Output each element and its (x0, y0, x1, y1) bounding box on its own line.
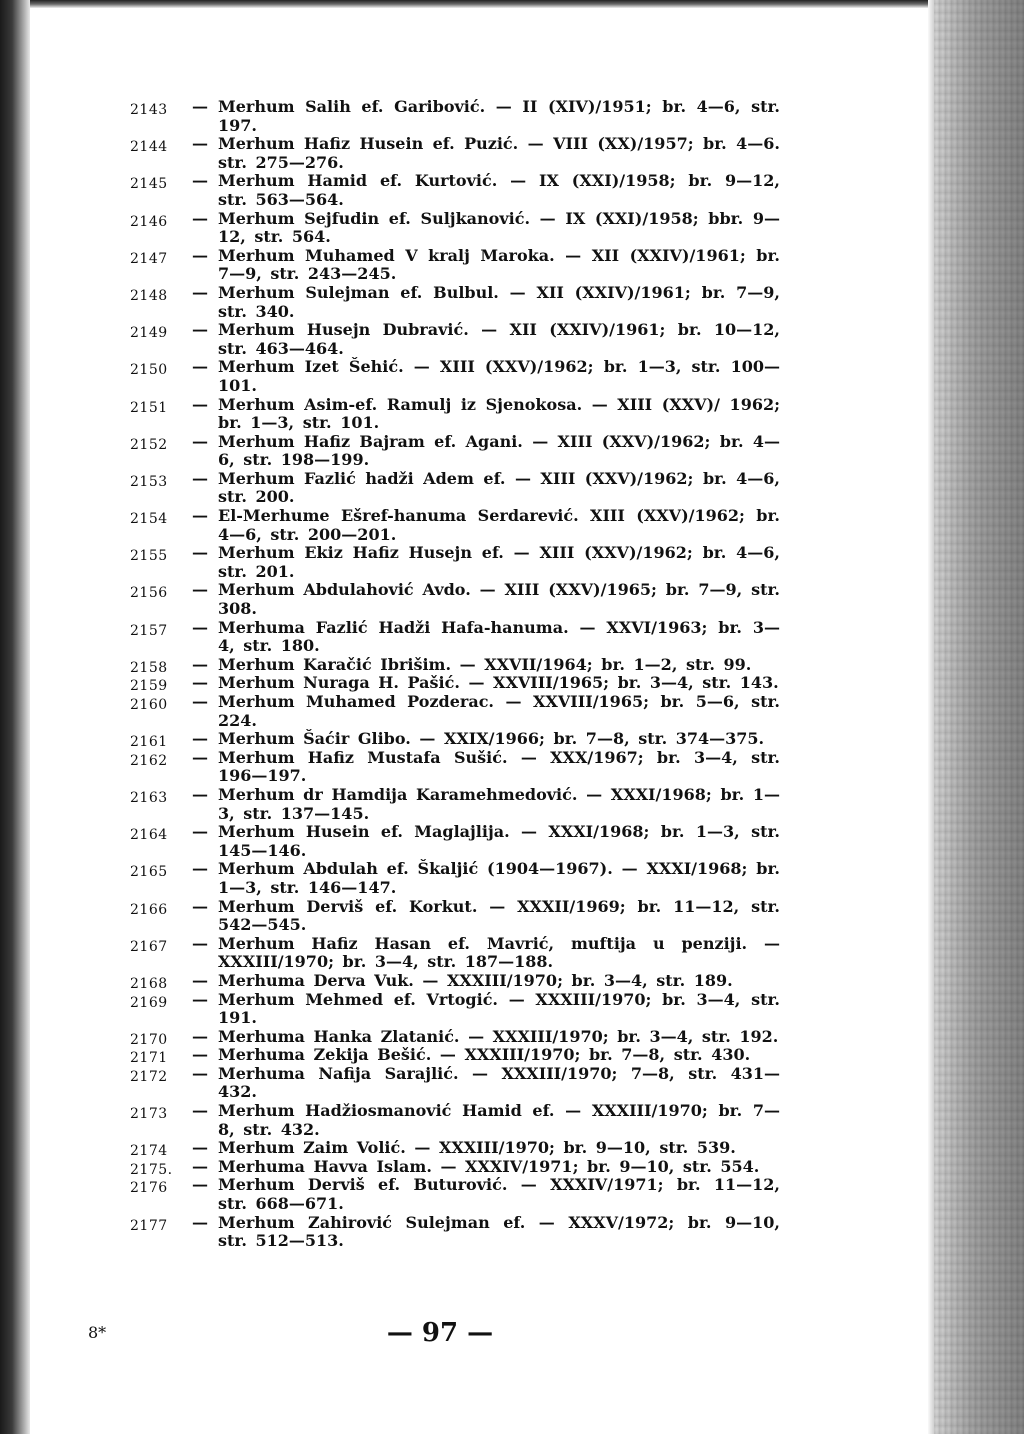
entry-text: Merhum dr Hamdija Karamehmedović. — XXXI/1968; br. 1—3, str. 137—145. (218, 784, 780, 823)
entry-number: 2147 (130, 250, 168, 267)
entry-text: Merhuma Havva Islam. — XXXIV/1971; br. 9—10, str. 554. (218, 1156, 760, 1176)
entry-text: Merhum Karačić Ibrišim. — XXVII/1964; br. 1—2, str. 99. (218, 654, 752, 674)
entry-dash: — (192, 970, 208, 990)
list-item (130, 656, 780, 675)
entry-number: 2144 (130, 139, 168, 156)
entry-number: 2163 (130, 789, 168, 806)
list-item (130, 1065, 780, 1102)
scan-border-top (0, 0, 1024, 8)
scan-border-right (934, 0, 1024, 1434)
entry-dash: — (192, 208, 208, 228)
entry-text: Merhum Hafiz Bajram ef. Agani. — XIII (XXV)/1962; br. 4—6, str. 198—199. (218, 431, 780, 470)
entry-text: Merhum Asim-ef. Ramulj iz Sjenokosa. — XIII (XXV)/ 1962; br. 1—3, str. 101. (218, 394, 780, 433)
entry-number: 2146 (130, 213, 168, 230)
entry-number: 2161 (130, 734, 168, 751)
entry-number: 2153 (130, 473, 168, 490)
entry-text: Merhum Zahirović Sulejman ef. — XXXV/1972; br. 9—10, str. 512—513. (218, 1212, 780, 1251)
entry-number: 2168 (130, 975, 168, 992)
entry-text: Merhum Nuraga H. Pašić. — XXVIII/1965; br. 3—4, str. 143. (218, 673, 779, 693)
list-item (130, 433, 780, 470)
entry-dash: — (192, 580, 208, 600)
list-item (130, 972, 780, 991)
entry-number: 2159 (130, 678, 168, 695)
entry-text: Merhuma Zekija Bešić. — XXXIII/1970; br. 7—8, str. 430. (218, 1045, 751, 1065)
entry-dash: — (192, 1138, 208, 1158)
list-item (130, 507, 780, 544)
entry-text: Merhum Husein ef. Maglajlija. — XXXI/1968; br. 1—3, str. 145—146. (218, 822, 780, 860)
entry-dash: — (192, 506, 208, 526)
page-number: — 97 — (386, 1318, 494, 1348)
entry-dash: — (192, 747, 208, 767)
entry-number: 2174 (130, 1143, 168, 1160)
list-item (130, 544, 780, 581)
list-item (130, 135, 780, 172)
entry-dash: — (192, 692, 208, 711)
entry-number: 2143 (130, 102, 168, 118)
bibliography-list (130, 98, 780, 1251)
list-item (130, 247, 780, 284)
entry-dash: — (192, 282, 208, 302)
entry-text: Merhum Šaćir Glibo. — XXIX/1966; br. 7—8, str. 374—375. (218, 729, 765, 749)
entry-text: Merhum Hamid ef. Kurtović. — IX (XXI)/1958; br. 9—12, str. 563—564. (218, 171, 780, 209)
entry-number: 2158 (130, 659, 168, 676)
entry-number: 2172 (130, 1068, 168, 1085)
entry-dash: — (192, 673, 208, 693)
entry-dash: — (192, 1156, 208, 1176)
entry-number: 2149 (130, 325, 168, 342)
list-item (130, 674, 780, 693)
entry-text: Merhum Zaim Volić. — XXXIII/1970; br. 9—10, str. 539. (218, 1138, 736, 1158)
list-item (130, 786, 780, 823)
entry-text: Merhum Izet Šehić. — XIII (XXV)/1962; br. 1—3, str. 100—101. (218, 357, 780, 395)
entry-text: Merhum Sulejman ef. Bulbul. — XII (XXIV)/1961; br. 7—9, str. 340. (218, 282, 780, 321)
list-item (130, 619, 780, 656)
entry-text: Merhum Abdulah ef. Škaljić (1904—1967). — XXXI/1968; br. 1—3, str. 146—147. (218, 859, 780, 897)
entry-dash: — (192, 989, 208, 1009)
list-item (130, 321, 780, 358)
entry-text: Merhum Husejn Dubravić. — XII (XXIV)/1961; br. 10—12, str. 463—464. (218, 320, 780, 358)
entry-dash: — (192, 394, 208, 414)
entry-number: 2166 (130, 901, 168, 918)
entry-number: 2177 (130, 1217, 168, 1234)
entry-dash: — (192, 896, 208, 916)
entry-number: 2150 (130, 362, 168, 379)
entry-text: Merhum Derviš ef. Korkut. — XXXII/1969; br. 11—12, str. 542—545. (218, 896, 780, 935)
entry-text: Merhum Fazlić hadži Adem ef. — XIII (XXV)/1962; br. 4—6, str. 200. (218, 468, 780, 507)
list-item (130, 1158, 780, 1177)
entry-number: 2167 (130, 938, 168, 955)
signature-marker: 8* (88, 1323, 107, 1342)
entry-dash: — (192, 859, 208, 879)
entry-number: 2171 (130, 1050, 168, 1067)
entry-dash: — (192, 171, 208, 191)
entry-text: Merhuma Nafija Sarajlić. — XXXIII/1970; 7—8, str. 431—432. (218, 1063, 780, 1102)
entry-dash: — (192, 933, 208, 953)
list-item (130, 1176, 780, 1213)
entry-text: Merhum Hafiz Husein ef. Puzić. — VIII (XX)/1957; br. 4—6. str. 275—276. (218, 134, 780, 172)
entry-number: 2155 (130, 548, 168, 565)
entry-number: 2145 (130, 176, 168, 193)
entry-dash: — (192, 468, 208, 488)
list-item (130, 396, 780, 433)
list-item (130, 581, 780, 618)
entry-dash: — (192, 431, 208, 451)
list-item (130, 98, 780, 135)
entry-number: 2154 (130, 511, 168, 528)
entry-dash: — (192, 97, 208, 116)
entry-number: 2160 (130, 697, 168, 713)
list-item (130, 935, 780, 972)
entry-text: Merhuma Hanka Zlatanić. — XXXIII/1970; br. 3—4, str. 192. (218, 1026, 779, 1046)
entry-dash: — (192, 822, 208, 842)
entry-text: Merhuma Fazlić Hadži Hafa-hanuma. — XXVI/1963; br. 3—4, str. 180. (218, 617, 780, 656)
entry-number: 2156 (130, 585, 168, 602)
entry-dash: — (192, 784, 208, 804)
list-item (130, 991, 780, 1028)
entry-dash: — (192, 245, 208, 265)
entry-dash: — (192, 1063, 208, 1083)
list-item (130, 898, 780, 935)
entry-text: Merhum Hadžiosmanović Hamid ef. — XXXIII/1970; br. 7—8, str. 432. (218, 1101, 780, 1139)
list-item (130, 1102, 780, 1139)
list-item (130, 358, 780, 395)
entry-dash: — (192, 320, 208, 340)
entry-text: El-Merhume Ešref-hanuma Serdarević. XIII (XXV)/1962; br. 4—6, str. 200—201. (218, 506, 780, 544)
list-item (130, 1139, 780, 1158)
entry-number: 2164 (130, 827, 168, 844)
entry-text: Merhum Ekiz Hafiz Husejn ef. — XIII (XXV)/1962; br. 4—6, str. 201. (218, 543, 780, 581)
list-item (130, 693, 780, 730)
entry-number: 2151 (130, 399, 168, 416)
list-item (130, 210, 780, 247)
list-item (130, 860, 780, 897)
entry-number: 2176 (130, 1180, 168, 1197)
list-item (130, 730, 780, 749)
entry-text: Merhum Muhamed V kralj Maroka. — XII (XXIV)/1961; br. 7—9, str. 243—245. (218, 245, 780, 284)
entry-text: Merhum Sejfudin ef. Suljkanović. — IX (XXI)/1958; bbr. 9—12, str. 564. (218, 208, 780, 247)
list-item (130, 1214, 780, 1251)
entry-number: 2169 (130, 994, 168, 1011)
entry-number: 2175. (130, 1161, 173, 1178)
entry-number: 2173 (130, 1106, 168, 1123)
list-item (130, 823, 780, 860)
entry-number: 2165 (130, 864, 168, 881)
entry-dash: — (192, 1026, 208, 1046)
entry-dash: — (192, 1212, 208, 1232)
entry-text: Merhum Derviš ef. Buturović. — XXXIV/1971; br. 11—12, str. 668—671. (218, 1175, 780, 1214)
entry-text: Merhum Hafiz Hasan ef. Mavrić, muftija u penziji. — XXXIII/1970; br. 3—4, str. 187—188. (218, 933, 780, 972)
entry-number: 2170 (130, 1031, 168, 1048)
entry-text: Merhum Muhamed Pozderac. — XXVIII/1965; br. 5—6, str. 224. (218, 692, 780, 730)
entry-dash: — (192, 1101, 208, 1121)
entry-text: Merhuma Derva Vuk. — XXXIII/1970; br. 3—4, str. 189. (218, 970, 733, 990)
entry-number: 2162 (130, 752, 168, 769)
entry-dash: — (192, 357, 208, 377)
entry-dash: — (192, 617, 208, 637)
scan-border-left (0, 0, 30, 1434)
list-item (130, 172, 780, 209)
list-item (130, 749, 780, 786)
list-item (130, 1046, 780, 1065)
entry-dash: — (192, 654, 208, 674)
entry-text: Merhum Salih ef. Garibović. — II (XIV)/1951; br. 4—6, str. 197. (218, 97, 780, 135)
list-item (130, 1028, 780, 1047)
entry-dash: — (192, 1175, 208, 1195)
entry-number: 2148 (130, 287, 168, 304)
entry-dash: — (192, 729, 208, 749)
entry-number: 2152 (130, 436, 168, 453)
entry-dash: — (192, 134, 208, 154)
entry-text: Merhum Abdulahović Avdo. — XIII (XXV)/1965; br. 7—9, str. 308. (218, 580, 780, 619)
list-item (130, 284, 780, 321)
entry-dash: — (192, 543, 208, 563)
entry-number: 2157 (130, 622, 168, 639)
list-item (130, 470, 780, 507)
entry-dash: — (192, 1045, 208, 1065)
entry-text: Merhum Hafiz Mustafa Sušić. — XXX/1967; br. 3—4, str. 196—197. (218, 747, 780, 786)
entry-text: Merhum Mehmed ef. Vrtogić. — XXXIII/1970; br. 3—4, str. 191. (218, 989, 780, 1028)
